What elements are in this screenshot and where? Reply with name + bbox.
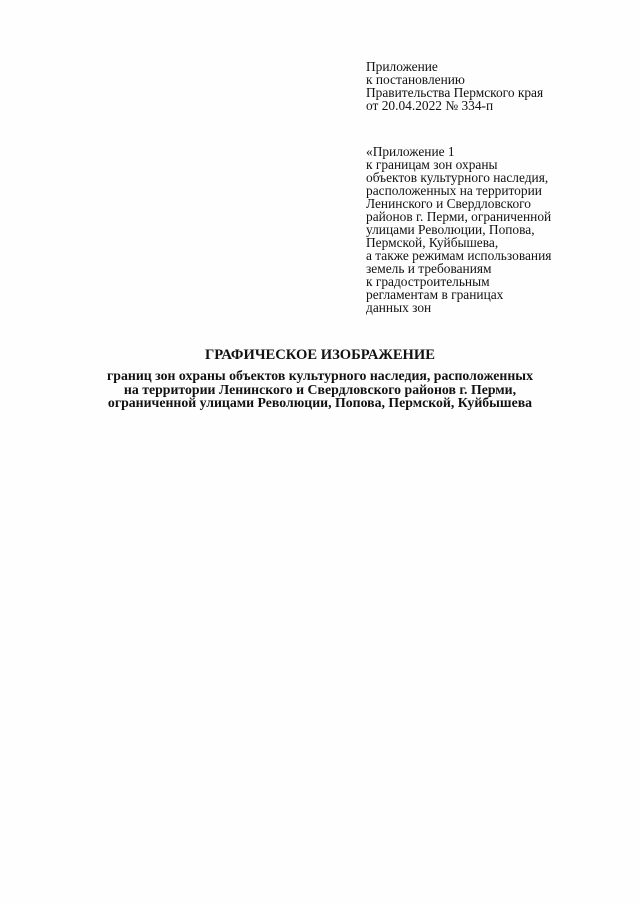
appendix-line: а также режимам использования xyxy=(366,248,552,263)
appendix-line: к границам зон охраны xyxy=(366,157,498,172)
appendix-line: улицами Революции, Попова, xyxy=(366,222,535,237)
decree-line: Правительства Пермского края xyxy=(366,85,544,100)
appendix-line: данных зон xyxy=(366,300,432,315)
subtitle-line: на территории Ленинского и Свердловского районов г. Перми, xyxy=(123,381,517,397)
appendix-line: «Приложение 1 xyxy=(366,144,455,159)
decree-line: от 20.04.2022 № 334-п xyxy=(366,98,494,113)
decree-reference-block xyxy=(366,60,596,112)
document-title-block xyxy=(40,347,600,410)
subtitle-line: границ зон охраны объектов культурного наследия, расположенных xyxy=(107,368,533,383)
document-title: ГРАФИЧЕСКОЕ ИЗОБРАЖЕНИЕ xyxy=(204,347,435,363)
appendix-line: Ленинского и Свердловского xyxy=(366,196,532,211)
appendix-line: земель и требованиям xyxy=(366,261,492,276)
decree-line: Приложение xyxy=(366,59,438,74)
appendix-line: районов г. Перми, ограниченной xyxy=(366,209,552,224)
subtitle-line: ограниченной улицами Революции, Попова, Пермской, Куйбышева xyxy=(107,395,533,410)
appendix-line: объектов культурного наследия, xyxy=(366,170,549,185)
appendix-reference-block xyxy=(366,145,596,314)
document-subtitle xyxy=(40,369,600,410)
appendix-line: к градостроительным xyxy=(366,274,490,289)
appendix-line: регламентам в границах xyxy=(366,287,504,302)
appendix-line: Пермской, Куйбышева, xyxy=(366,235,499,250)
appendix-line: расположенных на территории xyxy=(366,183,542,198)
decree-line: к постановлению xyxy=(366,72,465,87)
